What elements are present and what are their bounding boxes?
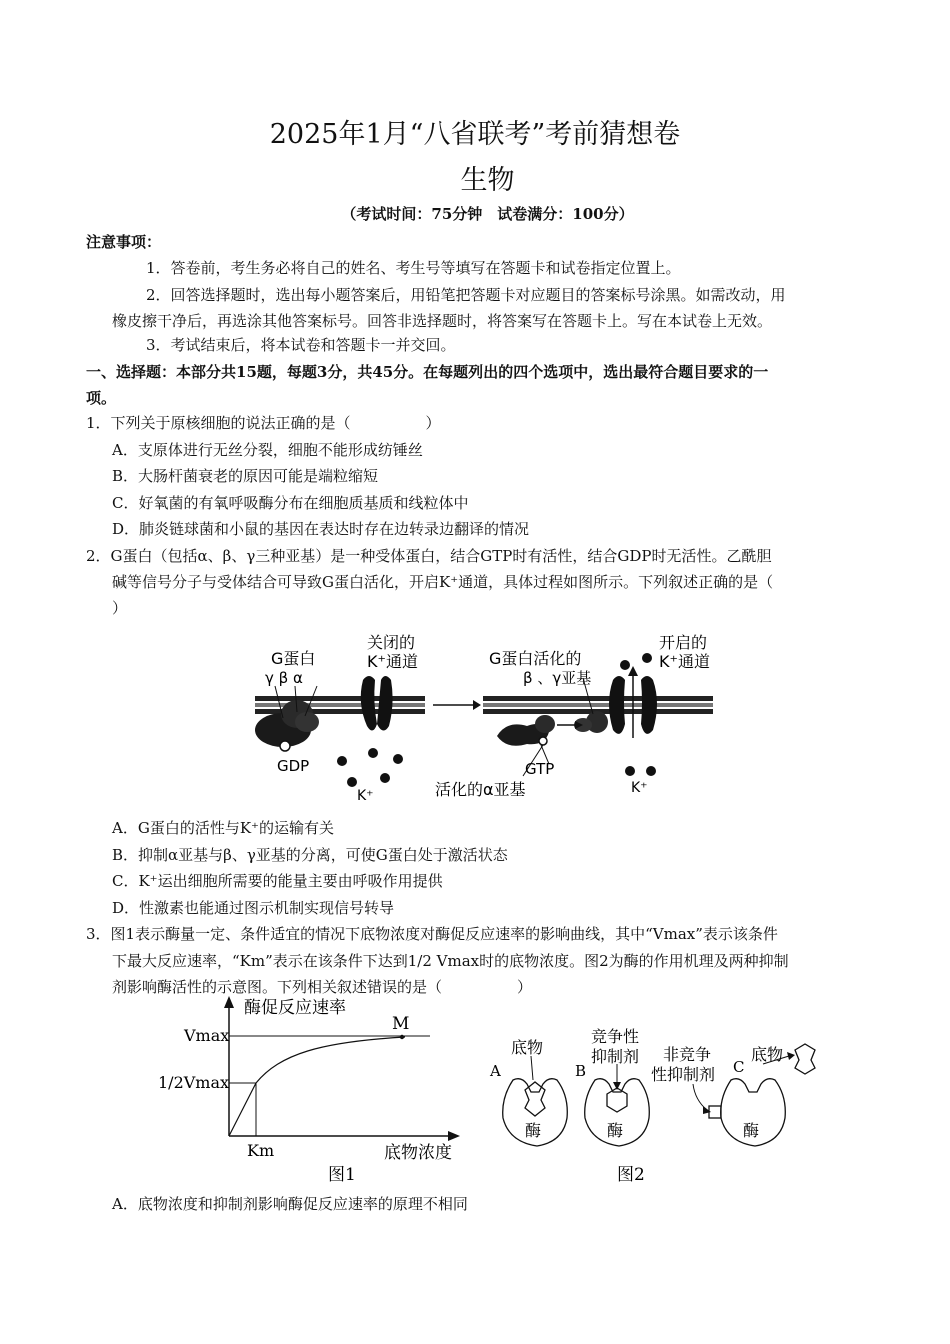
q1-option-c: C．好氧菌的有氧呼吸酶分布在细胞质基质和线粒体中 xyxy=(112,494,469,512)
label-open-channel-2: K⁺通道 xyxy=(659,652,710,671)
fig2-competitive-1: 竞争性 xyxy=(591,1027,640,1046)
fig2-noncompetitive-1: 非竞争 xyxy=(663,1045,712,1064)
fig2-caption: 图2 xyxy=(617,1165,645,1185)
q2-option-b: B．抑制α亚基与β、γ亚基的分离，可使G蛋白处于激活状态 xyxy=(112,846,508,864)
fig1-xlabel: 底物浓度 xyxy=(384,1143,452,1163)
q3-stem-line-2: 下最大反应速率，“Km”表示在该条件下达到1/2 Vmax时的底物浓度。图2为酶的作用机理及两种抑制 xyxy=(112,952,789,970)
k-ions-left xyxy=(337,748,403,787)
figure-2-inhibition xyxy=(487,1020,827,1188)
fig1-caption: 图1 xyxy=(328,1165,356,1185)
q2-option-d: D．性激素也能通过图示机制实现信号转导 xyxy=(112,899,395,917)
label-k-left: K⁺ xyxy=(357,788,374,804)
label-g-protein: G蛋白 xyxy=(271,649,316,668)
q3-stem-line-3: 剂影响酶活性的示意图。下列相关叙述错误的是（ ） xyxy=(112,978,533,996)
label-closed-channel-1: 关闭的 xyxy=(367,633,416,652)
g-protein-figure xyxy=(245,628,720,806)
fig2-substrate-a: 底物 xyxy=(511,1038,544,1057)
q1-option-a: A．支原体进行无丝分裂，细胞不能形成纺锤丝 xyxy=(112,441,423,459)
g-protein-inactive xyxy=(255,686,319,751)
notice-item-3: 3．考试结束后，将本试卷和答题卡一并交回。 xyxy=(146,336,456,354)
fig2-enzyme-c: 酶 xyxy=(743,1121,760,1140)
q2-option-a: A．G蛋白的活性与K⁺的运输有关 xyxy=(112,819,334,837)
q2-stem-line-1: 2．G蛋白（包括α、β、γ三种亚基）是一种受体蛋白，结合GTP时有活性，结合GDP时无活性。乙酰胆 xyxy=(86,547,772,565)
q3-stem-line-1: 3．图1表示酶量一定、条件适宜的情况下底物浓度对酶促反应速率的影响曲线，其中“Vmax”表示该条件 xyxy=(86,925,778,943)
label-subunits: γ β α xyxy=(265,669,303,687)
q1-stem: 1．下列关于原核细胞的说法正确的是（ ） xyxy=(86,414,441,432)
label-activated-1: G蛋白活化的 xyxy=(489,649,582,668)
fig2-label-c: C xyxy=(733,1058,745,1076)
label-open-channel-1: 开启的 xyxy=(659,633,708,652)
fig1-ylabel: 酶促反应速率 xyxy=(244,998,346,1018)
q1-option-b: B．大肠杆菌衰老的原因可能是端粒缩短 xyxy=(112,467,379,485)
fig1-km-label: Km xyxy=(247,1141,275,1160)
label-gtp: GTP xyxy=(525,760,555,778)
fig2-label-b: B xyxy=(575,1062,587,1080)
notice-heading: 注意事项： xyxy=(86,233,162,251)
exam-info: （考试时间：75分钟 试卷满分：100分） xyxy=(341,205,634,223)
q3-option-a: A．底物浓度和抑制剂影响酶促反应速率的原理不相同 xyxy=(112,1195,468,1213)
fig1-vmax-label: Vmax xyxy=(184,1026,230,1045)
membrane-left xyxy=(255,696,425,714)
fig2-substrate-c: 底物 xyxy=(751,1045,784,1064)
fig2-enzyme-a: 酶 xyxy=(525,1121,542,1140)
q2-stem-line-2: 碱等信号分子与受体结合可导致G蛋白活化，开启K⁺通道，具体过程如图所示。下列叙述正确的是（ xyxy=(112,573,774,591)
point-m xyxy=(400,1035,404,1039)
x-axis-arrow xyxy=(448,1131,460,1141)
notice-item-2-line-1: 2．回答选择题时，选出每小题答案后，用铅笔把答题卡对应题目的答案标号涂黑。如需改动，用 xyxy=(146,286,786,304)
fig2-noncompetitive-2: 性抑制剂 xyxy=(651,1065,716,1084)
q2-option-c: C．K⁺运出细胞所需要的能量主要由呼吸作用提供 xyxy=(112,872,443,890)
label-activated-2: β 、γ亚基 xyxy=(523,669,592,687)
rate-curve xyxy=(229,1037,405,1136)
open-k-channel xyxy=(609,666,657,738)
label-closed-channel-2: K⁺通道 xyxy=(367,652,418,671)
reaction-arrow xyxy=(433,700,481,710)
fig2-label-a: A xyxy=(490,1062,501,1080)
subject-title: 生物 xyxy=(460,165,515,196)
fig2-enzyme-b: 酶 xyxy=(607,1121,624,1140)
fig1-half-vmax-label: 1/2Vmax xyxy=(158,1073,230,1092)
notice-item-1: 1．答卷前，考生务必将自己的姓名、考生号等填写在答题卡和试卷指定位置上。 xyxy=(146,259,681,277)
y-axis-arrow xyxy=(224,996,234,1008)
q1-option-d: D．肺炎链球菌和小鼠的基因在表达时存在边转录边翻译的情况 xyxy=(112,520,530,538)
q2-stem-line-3: ） xyxy=(112,599,128,617)
figure-1-kinetics xyxy=(150,992,470,1186)
label-alpha-active: 活化的α亚基 xyxy=(435,780,526,799)
fig1-point-label: M xyxy=(392,1014,410,1034)
label-k-right: K⁺ xyxy=(631,780,648,796)
fig2-competitive-2: 抑制剂 xyxy=(591,1047,640,1066)
section-heading-line-1: 一、选择题：本部分共15题，每题3分，共45分。在每题列出的四个选项中，选出最符合题目要求的一 xyxy=(86,363,769,381)
exam-title: 2025年1月“八省联考”考前猜想卷 xyxy=(269,119,681,150)
label-gdp: GDP xyxy=(277,757,310,775)
section-heading-line-2: 项。 xyxy=(86,389,117,407)
notice-item-2-line-2: 橡皮擦干净后，再选涂其他答案标号。回答非选择题时，将答案写在答题卡上。写在本试卷上无效。 xyxy=(112,312,773,330)
